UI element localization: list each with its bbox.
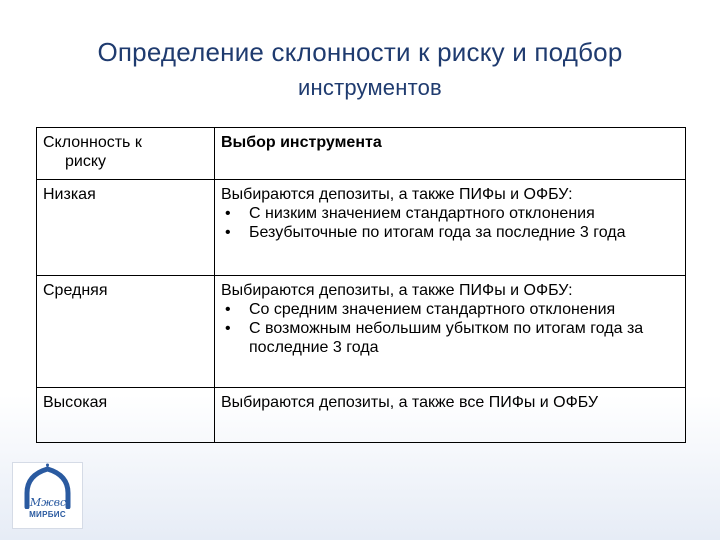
header-risk-appetite [37,128,215,180]
list-item [221,300,679,319]
instrument-bullets [221,204,679,242]
table-row [37,388,686,443]
instrument-intro: Выбираются депозиты, а также все ПИФы и ОФБУ [221,394,599,411]
bullet-icon: • [225,205,231,222]
table-header-row [37,128,686,180]
header-instrument-choice: Выбор инструмента [215,128,686,180]
slide-title-line-2: инструментов [298,75,442,100]
risk-level-cell: Средняя [37,276,215,388]
table-row [37,276,686,388]
instrument-cell [215,276,686,388]
slide-title [0,36,720,104]
header-risk-appetite-line-1: Склонность к [43,134,142,151]
risk-level-cell: Высокая [37,388,215,443]
logo-name: МИРБИС [29,510,66,519]
header-risk-appetite-line-2: риску [65,153,107,170]
list-item-text: Безубыточные по итогам года за последние 3 года [249,224,626,241]
risk-level-cell: Низкая [37,180,215,276]
list-item-text: С низким значением стандартного отклонения [249,205,595,222]
instrument-cell [215,388,686,443]
table-row [37,180,686,276]
risk-table [36,127,686,443]
list-item [221,319,679,357]
instrument-intro: Выбираются депозиты, а также ПИФы и ОФБУ: [221,186,573,203]
instrument-intro: Выбираются депозиты, а также ПИФы и ОФБУ: [221,282,573,299]
mirbis-logo [12,462,83,529]
instrument-bullets [221,300,679,357]
list-item-text: Со средним значением стандартного отклонения [249,301,616,318]
bullet-icon: • [225,301,231,318]
bullet-icon: • [225,224,231,241]
instrument-cell [215,180,686,276]
list-item [221,204,679,223]
list-item [221,223,679,242]
list-item-text: С возможным небольшим убытком по итогам года за последние 3 года [249,320,644,356]
logo-script-text: Мжвс [29,496,67,509]
bullet-icon: • [225,320,231,337]
slide-title-line-1: Определение склонности к риску и подбор [97,37,623,67]
